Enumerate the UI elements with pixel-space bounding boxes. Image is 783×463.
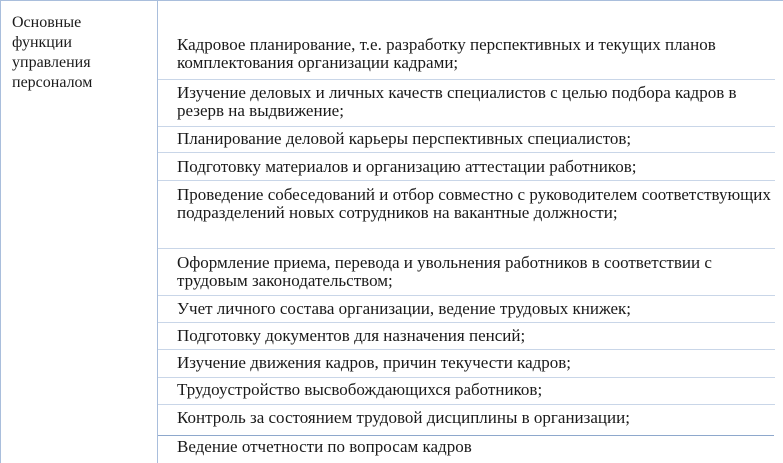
row-divider (158, 404, 775, 405)
function-item-discipline-control: Контроль за состоянием трудовой дисциплины в организации; (177, 408, 630, 427)
row-divider (158, 435, 774, 436)
header-line: управления (12, 54, 91, 71)
row-divider (158, 180, 775, 181)
row-divider (158, 377, 775, 378)
header-line: персоналом (12, 74, 93, 91)
row-divider (158, 152, 775, 153)
row-divider (158, 79, 775, 80)
row-divider (158, 349, 775, 350)
function-item-staff-records: Учет личного состава организации, ведение трудовых книжек; (177, 299, 632, 318)
function-item-attestation: Подготовку материалов и организацию аттестации работников; (177, 157, 637, 176)
function-item-hiring-registration: Оформление приема, перевода и увольнения работников в соответствии с трудовым законодательством; (177, 253, 712, 290)
header-line: функции (12, 34, 72, 51)
function-item-turnover-study: Изучение движения кадров, причин текучести кадров; (177, 353, 572, 372)
function-item-personnel-planning: Кадровое планирование, т.е. разработку перспективных и текущих планов комплектования организации кадрами; (177, 35, 716, 72)
function-item-pension-documents: Подготовку документов для назначения пенсий; (177, 326, 526, 345)
header-cell-main-functions (0, 0, 158, 463)
function-item-career-planning: Планирование деловой карьеры перспективных специалистов; (177, 129, 632, 148)
function-item-interviews: Проведение собеседований и отбор совместно с руководителем соответствующих подразделений новых сотрудников на вакантные должности; (177, 185, 771, 222)
function-item-employment: Трудоустройство высвобождающихся работников; (177, 380, 543, 399)
header-line: Основные (12, 14, 82, 31)
row-divider (158, 322, 775, 323)
function-item-reporting: Ведение отчетности по вопросам кадров (177, 437, 472, 456)
row-divider (158, 126, 775, 127)
row-divider (158, 248, 775, 249)
functions-list-cell (158, 0, 783, 463)
row-divider (158, 295, 775, 296)
function-item-qualities-study: Изучение деловых и личных качеств специалистов с целью подбора кадров в резерв на выдвижение; (177, 83, 737, 120)
